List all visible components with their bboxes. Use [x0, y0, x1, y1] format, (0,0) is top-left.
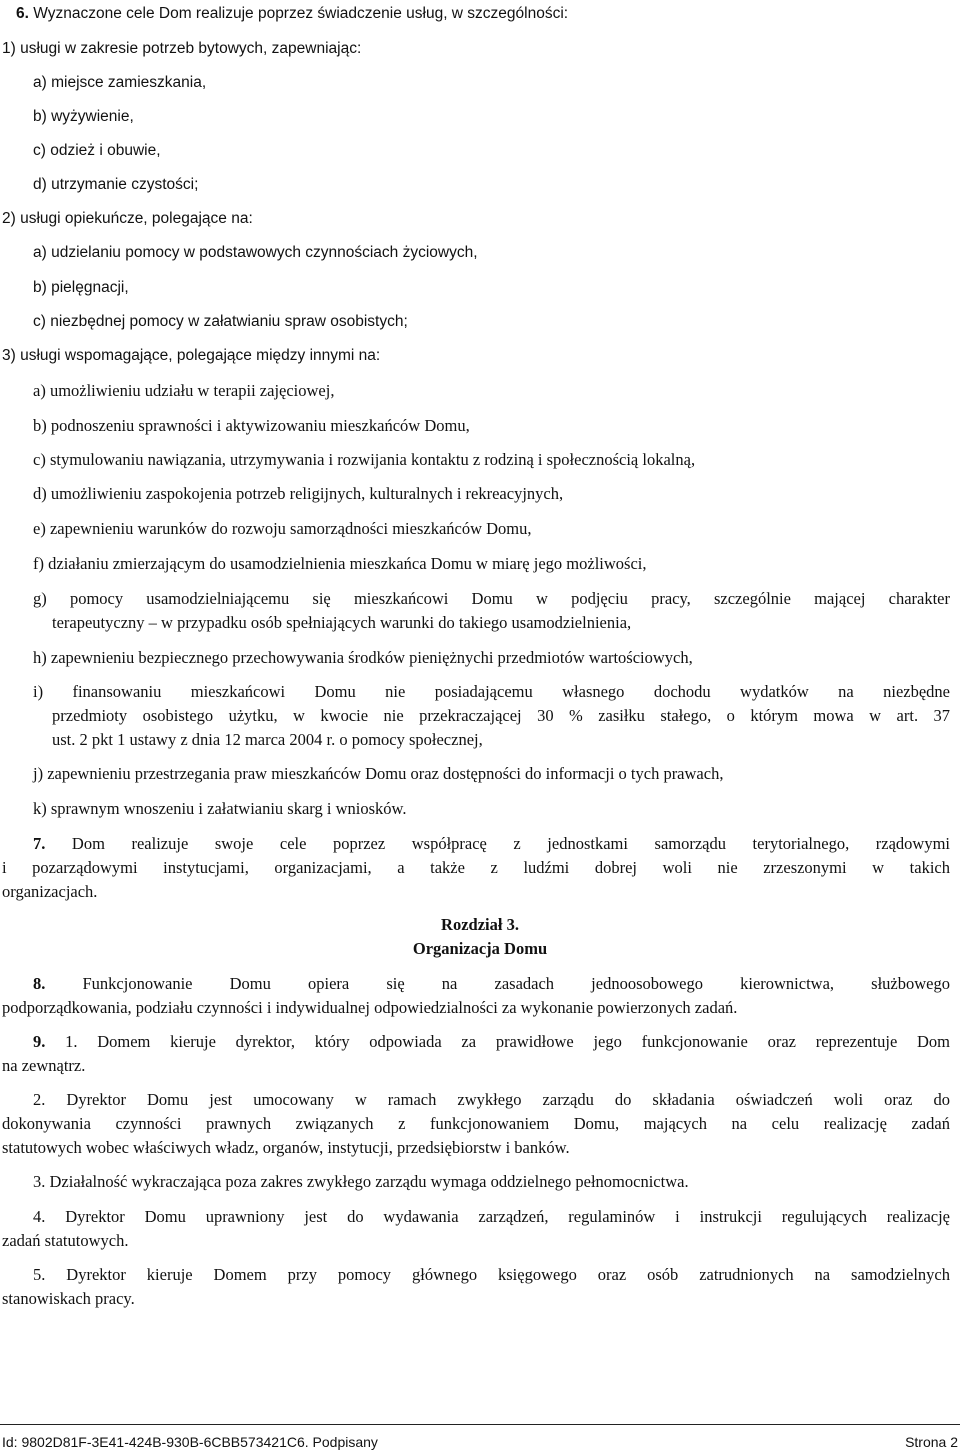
- list-item-3d: d) umożliwieniu zaspokojenia potrzeb religijnych, kulturalnych i rekreacyjnych,: [33, 484, 564, 503]
- list-item-1: 1) usługi w zakresie potrzeb bytowych, zapewniając:: [2, 40, 362, 57]
- footer-document-id: Id: 9802D81F-3E41-424B-930B-6CBB573421C6. Podpisany: [2, 1434, 378, 1450]
- section-9-p5-line-2: stanowiskach pracy.: [2, 1289, 135, 1308]
- list-item-3i-line-3: ust. 2 pkt 1 ustawy z dnia 12 marca 2004 r. o pomocy społecznej,: [52, 730, 483, 749]
- section-8-number: 8.: [33, 974, 46, 993]
- list-item-3: 3) usługi wspomagające, polegające między innymi na:: [2, 347, 381, 364]
- list-item-3e: e) zapewnieniu warunków do rozwoju samorządności mieszkańców Domu,: [33, 519, 532, 538]
- list-item-3c: c) stymulowaniu nawiązania, utrzymywania i rozwijania kontaktu z rodziną i społecznością lokalną,: [33, 450, 696, 469]
- list-item-2a: a) udzielaniu pomocy w podstawowych czynnościach życiowych,: [33, 244, 478, 261]
- section-9-p5-line-1: 5. Dyrektor kieruje Domem przy pomocy głównego księgowego oraz osób zatrudnionych na samodzielnych: [33, 1265, 950, 1284]
- section-6-number: 6.: [16, 5, 29, 22]
- section-9-number: 9.: [33, 1032, 46, 1051]
- section-9-p2-line-3: statutowych wobec właściwych władz, organów, instytucji, przedsiębiorstw i banków.: [2, 1138, 570, 1157]
- section-7-line-3: organizacjach.: [2, 882, 98, 901]
- list-item-3i-line-1: i) finansowaniu mieszkańcowi Domu nie posiadającemu własnego dochodu wydatków na niezbędne: [33, 682, 950, 701]
- section-7-line-2: i pozarządowymi instytucjami, organizacjami, a także z ludźmi dobrej woli nie zrzeszonymi w takich: [2, 858, 950, 877]
- section-9-p2-line-2: dokonywania czynności prawnych związanych z funkcjonowaniem Domu, mających na celu realizację zadań: [2, 1114, 950, 1133]
- chapter-subtitle: Organizacja Domu: [412, 939, 548, 958]
- chapter-title: Rozdział 3.: [441, 915, 519, 934]
- list-item-1a: a) miejsce zamieszkania,: [33, 74, 207, 91]
- section-9-p3: 3. Działalność wykraczająca poza zakres zwykłego zarządu wymaga oddzielnego pełnomocnictwa.: [33, 1172, 689, 1191]
- list-item-1c: c) odzież i obuwie,: [33, 142, 161, 159]
- list-item-1d: d) utrzymanie czystości;: [33, 176, 199, 193]
- section-9-p4-line-1: 4. Dyrektor Domu uprawniony jest do wydawania zarządzeń, regulaminów i instrukcji regulujących realizację: [33, 1207, 950, 1226]
- list-item-2b: b) pielęgnacji,: [33, 279, 129, 296]
- section-9-p4-line-2: zadań statutowych.: [2, 1231, 129, 1250]
- section-6-heading: [16, 4, 960, 24]
- section-9-p2-line-1: 2. Dyrektor Domu jest umocowany w ramach zwykłego zarządu do składania oświadczeń woli oraz do: [33, 1090, 950, 1109]
- footer-divider: [0, 1424, 960, 1425]
- list-item-3g-line-1: g) pomocy usamodzielniającemu się mieszkańcowi Domu w podjęciu pracy, szczególnie mającej charakter: [33, 589, 950, 608]
- section-6-heading-text: Wyznaczone cele Dom realizuje poprzez świadczenie usług, w szczególności:: [28, 5, 569, 22]
- list-item-3k: k) sprawnym wnoszeniu i załatwianiu skarg i wniosków.: [33, 799, 407, 818]
- list-item-2c: c) niezbędnej pomocy w załatwianiu spraw osobistych;: [33, 313, 408, 330]
- list-item-2: 2) usługi opiekuńcze, polegające na:: [2, 210, 253, 227]
- list-item-3j: j) zapewnieniu przestrzegania praw mieszkańców Domu oraz dostępności do informacji o tych prawach,: [33, 764, 724, 783]
- footer-page-number: Strona 2: [905, 1434, 958, 1450]
- list-item-3f: f) działaniu zmierzającym do usamodzielnienia mieszkańca Domu w miarę jego możliwości,: [33, 554, 647, 573]
- section-7-line-1: [33, 834, 950, 854]
- section-8-line-1: [33, 974, 950, 994]
- list-item-3b: b) podnoszeniu sprawności i aktywizowaniu mieszkańców Domu,: [33, 416, 470, 435]
- section-8-line-1-text: Funkcjonowanie Domu opiera się na zasadach jednoosobowego kierownictwa, służbowego: [45, 974, 950, 993]
- list-item-1b: b) wyżywienie,: [33, 108, 134, 125]
- list-item-3a: a) umożliwieniu udziału w terapii zajęciowej,: [33, 381, 335, 400]
- list-item-3g-line-2: terapeutyczny – w przypadku osób spełniających warunki do takiego usamodzielnienia,: [52, 613, 632, 632]
- list-item-3i-line-2: przedmioty osobistego użytku, w kwocie nie przekraczającej 30 % zasiłku stałego, o którym mowa w art. 37: [52, 706, 950, 725]
- section-7-line-1-text: Dom realizuje swoje cele poprzez współpracę z jednostkami samorządu terytorialnego, rządowymi: [45, 834, 950, 853]
- section-9-line-1: [33, 1032, 950, 1052]
- section-9-line-1-text: 1. Domem kieruje dyrektor, który odpowiada za prawidłowe jego funkcjonowanie oraz reprezentuje Dom: [45, 1032, 950, 1051]
- list-item-3h: h) zapewnieniu bezpiecznego przechowywania środków pieniężnychi przedmiotów wartościowych,: [33, 648, 693, 667]
- section-9-p1-line-2: na zewnątrz.: [2, 1056, 86, 1075]
- section-8-line-2: podporządkowania, podziału czynności i indywidualnej odpowiedzialności za wykonanie powierzonych zadań.: [2, 998, 738, 1017]
- section-7-number: 7.: [33, 834, 46, 853]
